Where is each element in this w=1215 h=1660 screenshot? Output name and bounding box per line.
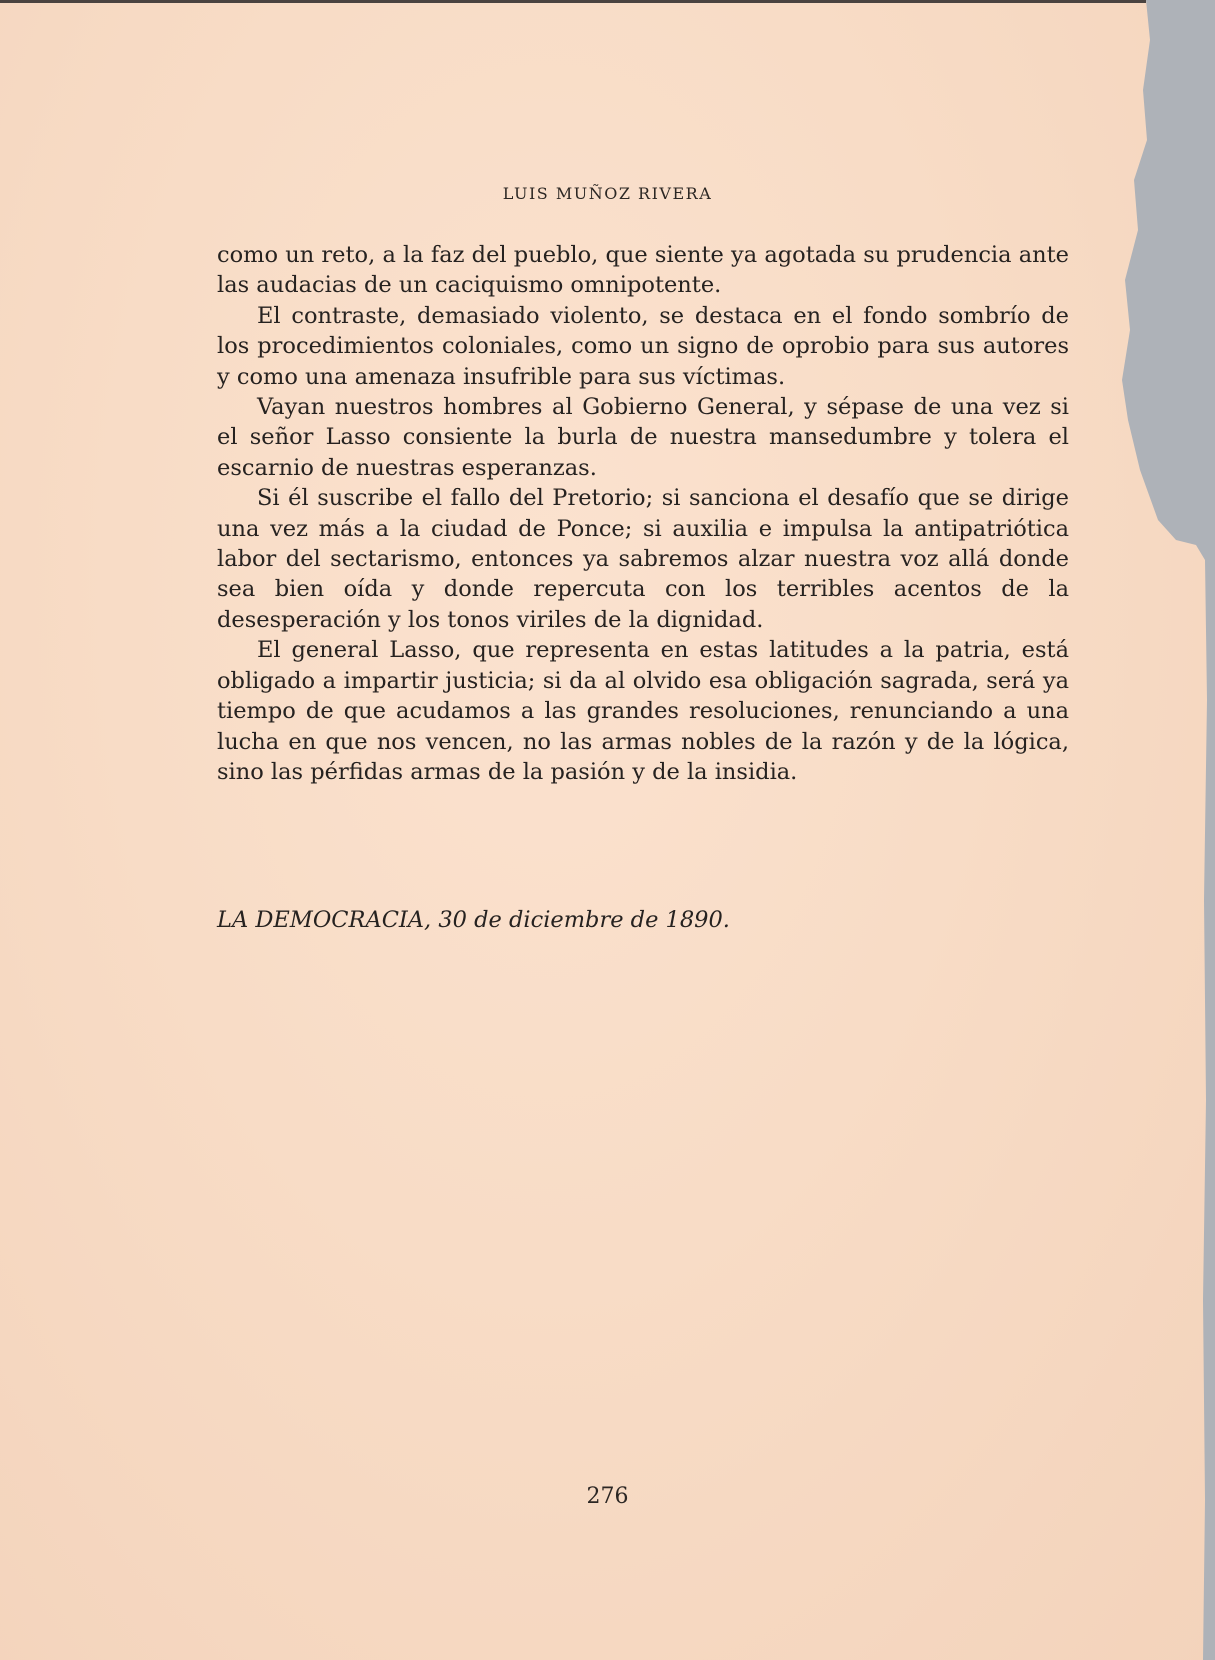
page-top-edge [0, 0, 1146, 3]
source-signature: LA DEMOCRACIA, 30 de diciembre de 1890. [217, 907, 730, 933]
paragraph-4: Si él suscribe el fallo del Pretorio; si sanciona el desafío que se dirige una vez más a la ciudad de Ponce; si auxilia e impulsa la antipatriótica labor del sectarismo, entonces ya sabremos alzar nuestra voz allá donde sea bien oída y donde repercuta con los terribles acentos de la desesperación y los tonos viriles de la dignidad. [217, 485, 1069, 633]
body-text [217, 240, 1069, 787]
paragraph-5: El general Lasso, que representa en estas latitudes a la patria, está obligado a impartir justicia; si da al olvido esa obligación sagrada, será ya tiempo de que acudamos a las grandes resoluciones, renunciando a una lucha en que nos vencen, no las armas nobles de la razón y de la lógica, sino las pérfidas armas de la pasión y de la insidia. [217, 637, 1069, 785]
paragraph-1: como un reto, a la faz del pueblo, que siente ya agotada su prudencia ante las audacias de un caciquismo omnipotente. [217, 242, 1069, 299]
running-head: LUIS MUÑOZ RIVERA [502, 184, 713, 203]
paragraph-2: El contraste, demasiado violento, se destaca en el fondo sombrío de los procedimientos coloniales, como un signo de oprobio para sus autores y como una amenaza insufrible para sus víctimas. [217, 302, 1069, 390]
page-number: 276 [586, 1484, 629, 1509]
paragraph-3: Vayan nuestros hombres al Gobierno General, y sépase de una vez si el señor Lasso consiente la burla de nuestra mansedumbre y tolera el escarnio de nuestras esperanzas. [217, 394, 1069, 481]
